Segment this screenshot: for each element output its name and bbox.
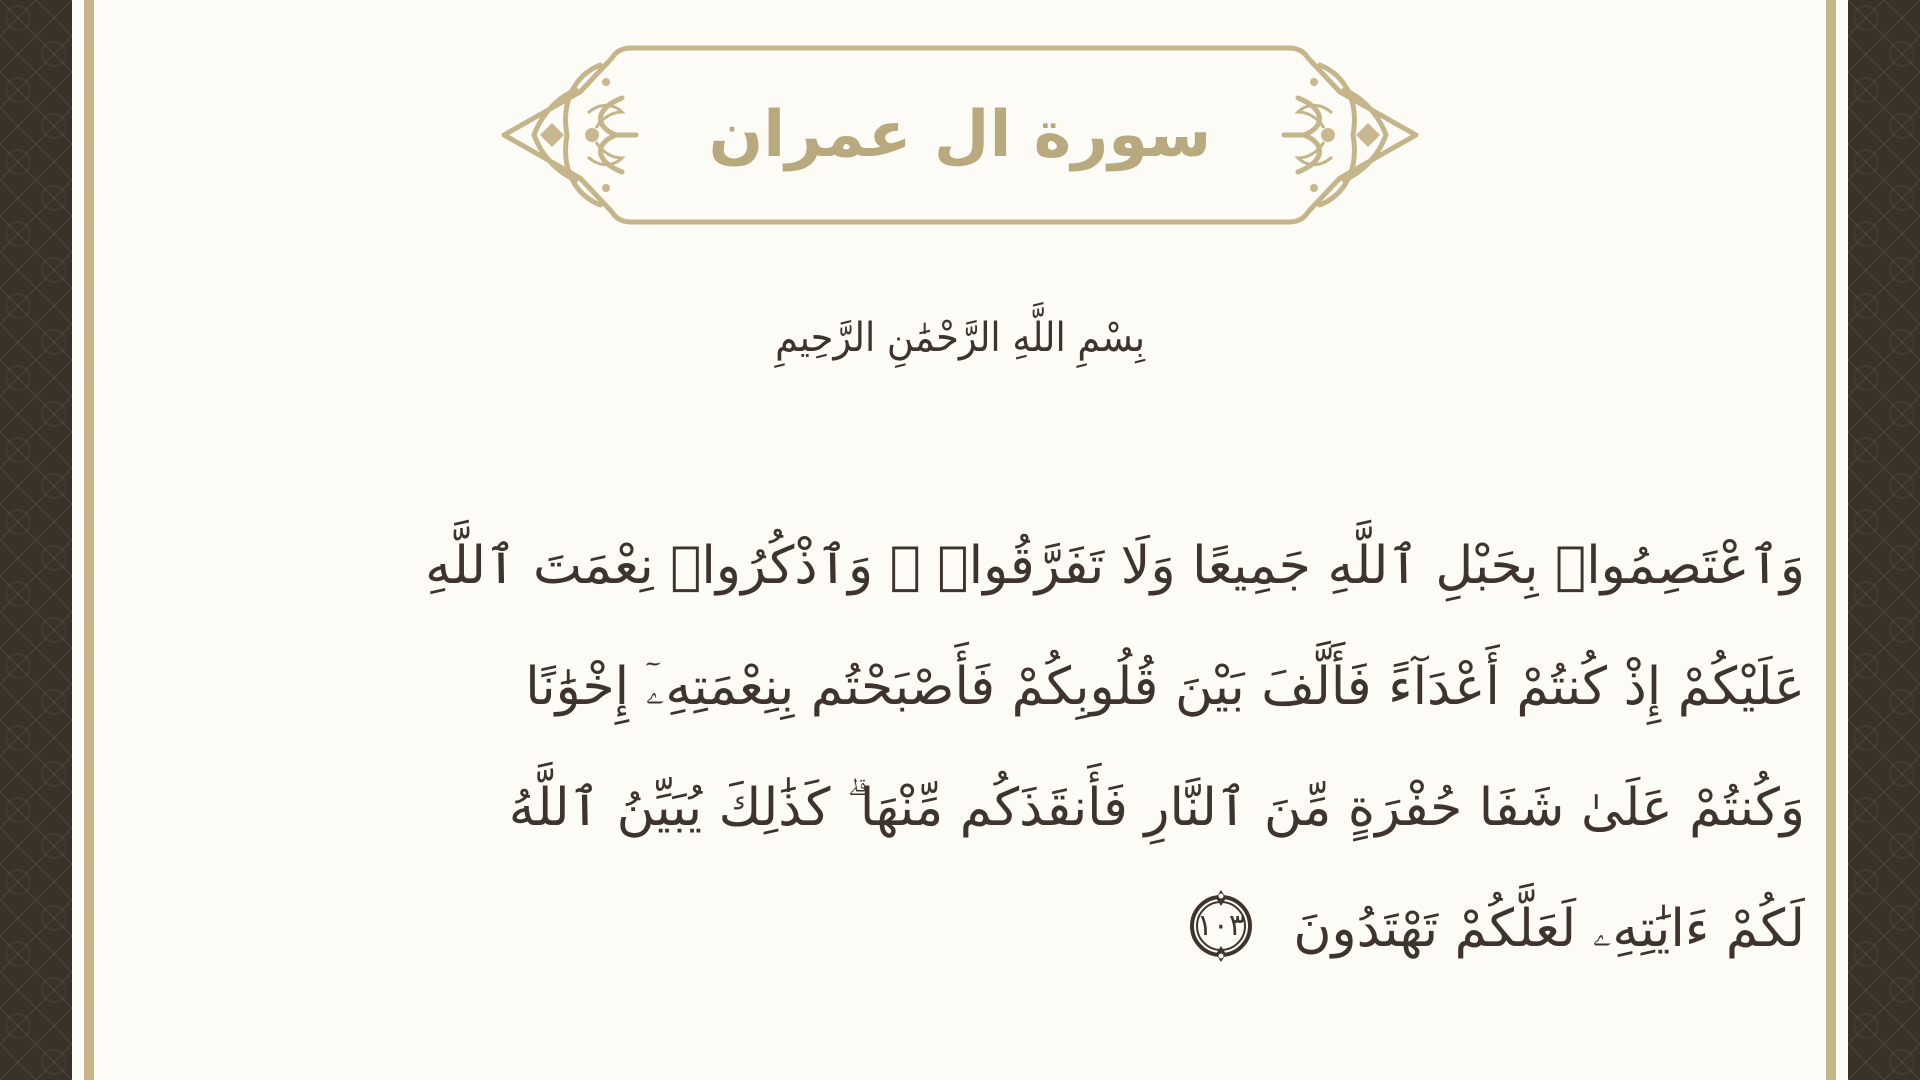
verse-block [338, 506, 1805, 1006]
verse-line-4 [338, 869, 1805, 990]
basmala-container [680, 282, 1240, 394]
verse-line-4-text: لَكُمْ ءَايَٰتِهِۦ لَعَلَّكُمْ تَهْتَدُونَ [1293, 899, 1805, 959]
ayah-number: ١٠٣ [1196, 908, 1245, 943]
ayah-marker [1183, 888, 1259, 964]
verse-line-1: وَٱعْتَصِمُوا۟ بِحَبْلِ ٱللَّهِ جَمِيعًا وَلَا تَفَرَّقُوا۟ ۚ وَٱذْكُرُوا۟ نِعْمَتَ ٱللَّهِ [425, 536, 1805, 596]
left-patterned-border [0, 0, 72, 1080]
basmala-text: بِسْمِ اللَّهِ الرَّحْمَٰنِ الرَّحِيمِ [775, 315, 1145, 361]
verse-line-3: وَكُنتُمْ عَلَىٰ شَفَا حُفْرَةٍ مِّنَ ٱلنَّارِ فَأَنقَذَكُم مِّنْهَا ۗ كَذَٰلِكَ يُبَيِّنُ ٱللَّهُ [508, 778, 1805, 838]
verse-line-2: عَلَيْكُمْ إِذْ كُنتُمْ أَعْدَآءً فَأَلَّفَ بَيْنَ قُلُوبِكُمْ فَأَصْبَحْتُم بِنِعْمَتِهِۦٓ إِخْوَٰنًا [525, 657, 1805, 717]
right-patterned-border [1848, 0, 1920, 1080]
right-gold-border-line [1826, 0, 1836, 1080]
surah-title: سورة ال عمران [708, 98, 1212, 172]
left-gold-border-line [84, 0, 94, 1080]
surah-title-cartouche [496, 40, 1424, 230]
